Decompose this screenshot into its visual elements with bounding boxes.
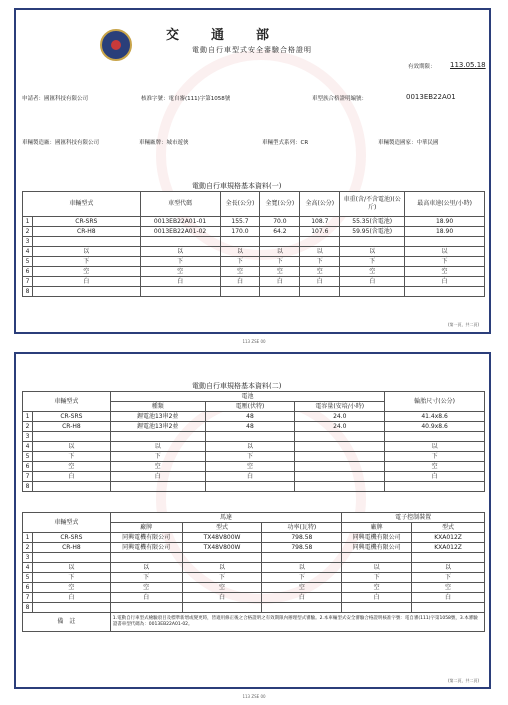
table-2-title: 電動自行車規格基本資料(二) (192, 382, 282, 390)
blank-text: 下 (140, 257, 220, 267)
ministry-seal-icon (100, 29, 132, 61)
col-model: 車輛型式 (23, 192, 141, 217)
blank-text: 空 (110, 583, 182, 593)
cell-motor-brand: 同興電機有限公司 (110, 543, 182, 553)
cell-model: CR-H8 (32, 227, 140, 237)
row-index: 1 (23, 412, 33, 422)
blank-text: 白 (300, 277, 340, 287)
spec-table-2a (22, 391, 485, 492)
row-index: 7 (23, 277, 33, 287)
col-speed: 最高車速(公里/小時) (405, 192, 485, 217)
table-2a-header-row (23, 392, 485, 402)
row-index: 5 (23, 452, 33, 462)
col-motor-type: 型式 (182, 523, 262, 533)
cell-length: 155.7 (220, 217, 260, 227)
blank-text: 白 (412, 593, 485, 603)
blank-text: 白 (110, 593, 182, 603)
applicant-field: 申請者：國匯科技有限公司 (22, 96, 89, 102)
blank-text: 白 (182, 593, 262, 603)
col-height: 全高(公分) (300, 192, 340, 217)
blank-text: 下 (110, 452, 205, 462)
blank-row (23, 573, 485, 583)
cell-tire: 41.4x8.6 (385, 412, 485, 422)
blank-text: 下 (262, 573, 342, 583)
blank-text: 空 (32, 583, 110, 593)
blank-text: 下 (110, 573, 182, 583)
blank-text: 以 (340, 247, 405, 257)
blank-row (23, 583, 485, 593)
cell-ctrl-type: KXA012Z (412, 543, 485, 553)
cell-model: CR-H8 (32, 422, 110, 432)
blank-text: 以 (32, 563, 110, 573)
col-ctrl-brand: 廠牌 (342, 523, 412, 533)
blank-text: 空 (32, 462, 110, 472)
row-index: 1 (23, 533, 33, 543)
col-motor-brand: 廠牌 (110, 523, 182, 533)
blank-row (23, 267, 485, 277)
cell-speed: 18.90 (405, 217, 485, 227)
remarks-label: 備 註 (23, 613, 111, 632)
blank-text: 下 (260, 257, 300, 267)
blank-text: 空 (32, 267, 140, 277)
blank-row (23, 452, 485, 462)
row-index: 2 (23, 227, 33, 237)
page-footer-1: 113 ZSE 00 (242, 339, 266, 344)
cell-width: 64.2 (260, 227, 300, 237)
blank-row (23, 442, 485, 452)
col-capacity: 電容量(安培/小時) (295, 402, 385, 412)
blank-row (23, 257, 485, 267)
table-row (23, 412, 485, 422)
blank-text: 下 (32, 257, 140, 267)
blank-text: 以 (32, 247, 140, 257)
col-weight: 車重(含/不含電池)(公斤) (340, 192, 405, 217)
blank-row (23, 482, 485, 492)
blank-text: 白 (405, 277, 485, 287)
blank-text: 以 (182, 563, 262, 573)
blank-text: 下 (385, 452, 485, 462)
blank-text: 以 (385, 442, 485, 452)
blank-text: 空 (340, 267, 405, 277)
blank-text: 以 (205, 442, 295, 452)
remarks-row (23, 613, 485, 632)
cell-capacity: 24.0 (295, 412, 385, 422)
certificate-subtitle: 電動自行車型式安全審驗合格證明 (192, 46, 312, 54)
cell-speed: 18.90 (405, 227, 485, 237)
blank-text: 以 (300, 247, 340, 257)
col-code: 車型代碼 (140, 192, 220, 217)
brand-field: 車輛廠牌：城市遊俠 (139, 140, 189, 146)
blank-text: 下 (405, 257, 485, 267)
col-model: 車輛型式 (23, 513, 111, 533)
model-series-field: 車輛型式系列：CR (262, 140, 309, 146)
cell-code: 0013EB22A01-01 (140, 217, 220, 227)
row-index: 8 (23, 287, 33, 297)
cell-motor-power: 798.58 (262, 533, 342, 543)
cell-ctrl-type: KXA012Z (412, 533, 485, 543)
col-ctrl-type: 型式 (412, 523, 485, 533)
blank-row (23, 472, 485, 482)
cell-motor-type: TX48V800W (182, 533, 262, 543)
expiry-label: 有效期限： (408, 64, 436, 70)
blank-text: 空 (342, 583, 412, 593)
cell-battery-type: 鋰電池13串2並 (110, 422, 205, 432)
spec-table-1 (22, 191, 485, 297)
blank-text: 以 (342, 563, 412, 573)
blank-text: 空 (412, 583, 485, 593)
row-index: 3 (23, 432, 33, 442)
cell-motor-type: TX48V800W (182, 543, 262, 553)
cell-height: 107.6 (300, 227, 340, 237)
blank-text: 白 (32, 472, 110, 482)
blank-row (23, 247, 485, 257)
col-length: 全長(公分) (220, 192, 260, 217)
cell-ctrl-brand: 同興電機有限公司 (342, 543, 412, 553)
blank-text: 白 (110, 472, 205, 482)
certificate-page-2 (14, 352, 491, 689)
blank-text: 白 (32, 593, 110, 603)
country-field: 車輛製造國家：中華民國 (378, 140, 439, 146)
cert-number: 0013EB22A01 (406, 93, 456, 101)
ministry-title: 交 通 部 (166, 28, 272, 43)
blank-row (23, 277, 485, 287)
row-index: 8 (23, 482, 33, 492)
blank-row (23, 603, 485, 613)
row-index: 6 (23, 267, 33, 277)
cell-weight: 55.35(含電池) (340, 217, 405, 227)
cell-ctrl-brand: 同興電機有限公司 (342, 533, 412, 543)
table-row (23, 543, 485, 553)
col-battery: 電池 (110, 392, 384, 402)
blank-text: 以 (262, 563, 342, 573)
cell-model: CR-H8 (32, 543, 110, 553)
blank-text: 以 (110, 563, 182, 573)
blank-text: 空 (140, 267, 220, 277)
blank-text: 下 (182, 573, 262, 583)
cell-battery-type: 鋰電池13串2並 (110, 412, 205, 422)
row-index: 6 (23, 583, 33, 593)
cert-number-label: 車型族合格證明編號： (312, 96, 368, 102)
col-tire: 輪胎尺寸(公分) (385, 392, 485, 412)
row-index: 2 (23, 543, 33, 553)
blank-text: 下 (340, 257, 405, 267)
blank-text: 白 (385, 472, 485, 482)
blank-row (23, 563, 485, 573)
cell-code: 0013EB22A01-02 (140, 227, 220, 237)
manufacturer-field: 車輛製造廠：國匯科技有限公司 (22, 140, 100, 146)
blank-text: 空 (260, 267, 300, 277)
cell-motor-power: 798.58 (262, 543, 342, 553)
row-index: 4 (23, 247, 33, 257)
row-index: 3 (23, 553, 33, 563)
blank-text: 下 (205, 452, 295, 462)
table-row (23, 533, 485, 543)
col-motor: 馬達 (110, 513, 342, 523)
blank-text: 空 (385, 462, 485, 472)
expiry-date: 113.05.18 (450, 61, 486, 69)
blank-text: 空 (405, 267, 485, 277)
blank-text: 下 (32, 573, 110, 583)
approval-number: 核准字號：電自審(111)字第1058號 (141, 96, 231, 102)
blank-row (23, 237, 485, 247)
row-index: 5 (23, 573, 33, 583)
blank-text: 空 (182, 583, 262, 593)
table-row (23, 422, 485, 432)
blank-text: 下 (412, 573, 485, 583)
spec-table-2b (22, 512, 485, 632)
blank-row (23, 432, 485, 442)
row-index: 6 (23, 462, 33, 472)
blank-text: 白 (340, 277, 405, 287)
table-row (23, 227, 485, 237)
blank-text: 白 (342, 593, 412, 603)
cell-length: 170.0 (220, 227, 260, 237)
cell-width: 70.0 (260, 217, 300, 227)
cell-voltage: 48 (205, 412, 295, 422)
blank-text: 白 (32, 277, 140, 287)
blank-text: 下 (220, 257, 260, 267)
col-controller: 電子控制裝置 (342, 513, 485, 523)
blank-row (23, 462, 485, 472)
page-footer-2: 113 ZSE 00 (242, 694, 266, 699)
page-note-2: (第二頁，共二頁) (448, 678, 480, 683)
cell-height: 108.7 (300, 217, 340, 227)
blank-text: 下 (300, 257, 340, 267)
blank-text: 以 (32, 442, 110, 452)
table-row (23, 217, 485, 227)
blank-text: 下 (32, 452, 110, 462)
col-width: 全寬(公分) (260, 192, 300, 217)
cell-model: CR-SRS (32, 533, 110, 543)
certificate-page-1 (14, 8, 491, 334)
cell-model: CR-SRS (32, 412, 110, 422)
cell-model: CR-SRS (32, 217, 140, 227)
page-note-1: (第一頁，共二頁) (448, 322, 480, 327)
row-index: 4 (23, 442, 33, 452)
col-voltage: 電壓(伏特) (205, 402, 295, 412)
row-index: 5 (23, 257, 33, 267)
row-index: 8 (23, 603, 33, 613)
remarks-text: 1.電動自行車型式檢驗項目及標準新增或變更時，皆適用修正後之合格證明之有效期限內辦理型式審驗。2.本車輛型式安全審驗合格證明核准字號：電自審(111)字第1058號，3.本審驗證書車型代碼為：0013EB22A01-02。 (110, 613, 484, 632)
blank-text: 以 (412, 563, 485, 573)
table-2b-header-row (23, 513, 485, 523)
row-index: 7 (23, 593, 33, 603)
table-1-header-row (23, 192, 485, 217)
blank-row (23, 593, 485, 603)
blank-text: 下 (342, 573, 412, 583)
blank-text: 空 (300, 267, 340, 277)
blank-text: 白 (260, 277, 300, 287)
row-index: 4 (23, 563, 33, 573)
blank-text: 以 (220, 247, 260, 257)
table-1-title: 電動自行車規格基本資料(一) (192, 182, 282, 190)
row-index: 2 (23, 422, 33, 432)
blank-row (23, 287, 485, 297)
blank-text: 空 (110, 462, 205, 472)
blank-row (23, 553, 485, 563)
blank-text: 白 (220, 277, 260, 287)
row-index: 1 (23, 217, 33, 227)
cell-voltage: 48 (205, 422, 295, 432)
blank-text: 空 (220, 267, 260, 277)
blank-text: 空 (205, 462, 295, 472)
blank-text: 白 (205, 472, 295, 482)
blank-text: 以 (260, 247, 300, 257)
blank-text: 以 (405, 247, 485, 257)
cell-weight: 59.95(含電池) (340, 227, 405, 237)
blank-text: 空 (262, 583, 342, 593)
row-index: 3 (23, 237, 33, 247)
col-battery-type: 種類 (110, 402, 205, 412)
col-model: 車輛型式 (23, 392, 111, 412)
col-motor-power: 功率(瓦特) (262, 523, 342, 533)
cell-tire: 40.9x8.6 (385, 422, 485, 432)
row-index: 7 (23, 472, 33, 482)
cell-capacity: 24.0 (295, 422, 385, 432)
cell-motor-brand: 同興電機有限公司 (110, 533, 182, 543)
blank-text: 白 (140, 277, 220, 287)
blank-text: 以 (140, 247, 220, 257)
blank-text: 白 (262, 593, 342, 603)
blank-text: 以 (110, 442, 205, 452)
